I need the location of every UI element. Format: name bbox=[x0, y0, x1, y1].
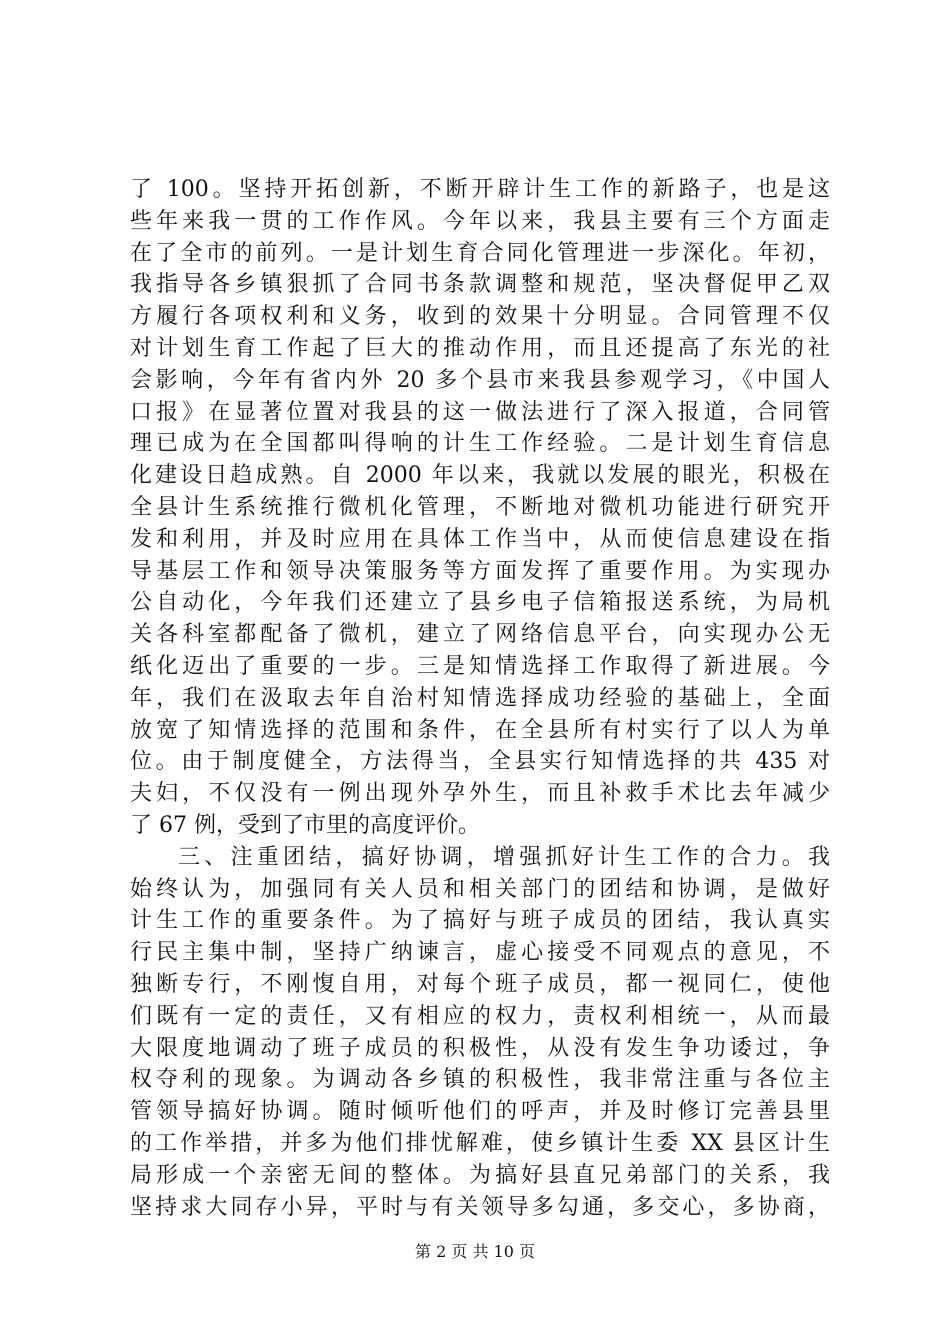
body-text bbox=[130, 174, 830, 1223]
text-line: 我指导各乡镇狠抓了合同书条款调整和规范，坚决督促甲乙双 bbox=[130, 272, 830, 298]
text-line: 们既有一定的责任，又有相应的权力，责权利相统一，从而最 bbox=[130, 1003, 830, 1029]
text-line: 纸化迈出了重要的一步。三是知情选择工作取得了新进展。今 bbox=[130, 653, 830, 679]
text-line: 会影响，今年有省内外 20 多个县市来我县参观学习，《中国人 bbox=[130, 367, 830, 393]
text-line: 发和利用，并及时应用在具体工作当中，从而使信息建设在指 bbox=[130, 526, 830, 552]
text-line: 在了全市的前列。一是计划生育合同化管理进一步深化。年初， bbox=[130, 240, 830, 266]
page-number: 第 2 页 共 10 页 bbox=[415, 1242, 535, 1261]
text-line: 了 100。坚持开拓创新，不断开辟计生工作的新路子，也是这 bbox=[130, 177, 830, 202]
text-line: 管领导搞好协调。随时倾听他们的呼声，并及时修订完善县里 bbox=[130, 1099, 830, 1125]
text-line: 放宽了知情选择的范围和条件，在全县所有村实行了以人为单 bbox=[130, 717, 830, 743]
text-line: 全县计生系统推行微机化管理，不断地对微机功能进行研究开 bbox=[130, 494, 830, 520]
text-line: 了 67 例，受到了市里的高度评价。 bbox=[130, 812, 480, 838]
text-line: 坚持求大同存小异，平时与有关领导多勾通，多交心，多协商， bbox=[130, 1194, 830, 1220]
text-line: 对计划生育工作起了巨大的推动作用，而且还提高了东光的社 bbox=[130, 335, 830, 361]
text-line: 行民主集中制，坚持广纳谏言，虚心接受不同观点的意见，不 bbox=[130, 940, 830, 966]
text-line: 局形成一个亲密无间的整体。为搞好县直兄弟部门的关系，我 bbox=[130, 1162, 830, 1188]
text-line: 公自动化，今年我们还建立了县乡电子信箱报送系统，为局机 bbox=[130, 590, 830, 616]
text-line: 导基层工作和领导决策服务等方面发挥了重要作用。为实现办 bbox=[130, 558, 830, 584]
text-line: 夫妇，不仅没有一例出现外孕外生，而且补救手术比去年减少 bbox=[130, 781, 830, 807]
text-line: 理已成为在全国都叫得响的计生工作经验。二是计划生育信息 bbox=[130, 431, 830, 457]
text-line: 独断专行，不刚愎自用，对每个班子成员，都一视同仁，使他 bbox=[130, 971, 830, 997]
text-line: 大限度地调动了班子成员的积极性，从没有发生争功诿过，争 bbox=[130, 1035, 830, 1061]
text-line: 位。由于制度健全，方法得当，全县实行知情选择的共 435 对 bbox=[130, 749, 830, 775]
text-line: 始终认为，加强同有关人员和相关部门的团结和协调，是做好 bbox=[130, 876, 830, 902]
text-line: 化建设日趋成熟。自 2000 年以来，我就以发展的眼光，积极在 bbox=[130, 463, 830, 489]
text-line: 计生工作的重要条件。为了搞好与班子成员的团结，我认真实 bbox=[130, 908, 830, 934]
page-footer bbox=[0, 1242, 950, 1262]
text-line: 年，我们在汲取去年自治村知情选择成功经验的基础上，全面 bbox=[130, 685, 830, 711]
text-line: 的工作举措，并多为他们排忧解难，使乡镇计生委 XX 县区计生 bbox=[130, 1130, 830, 1156]
text-line: 方履行各项权利和义务，收到的效果十分明显。合同管理不仅 bbox=[130, 304, 830, 330]
text-line: 些年来我一贯的工作作风。今年以来，我县主要有三个方面走 bbox=[130, 208, 830, 234]
text-line: 权夺利的现象。为调动各乡镇的积极性，我非常注重与各位主 bbox=[130, 1067, 830, 1093]
text-line: 关各科室都配备了微机，建立了网络信息平台，向实现办公无 bbox=[130, 622, 830, 648]
text-line: 口报》在显著位置对我县的这一做法进行了深入报道，合同管 bbox=[130, 399, 830, 425]
paragraph-start-line: 三、注重团结，搞好协调，增强抓好计生工作的合力。我 bbox=[178, 844, 830, 870]
